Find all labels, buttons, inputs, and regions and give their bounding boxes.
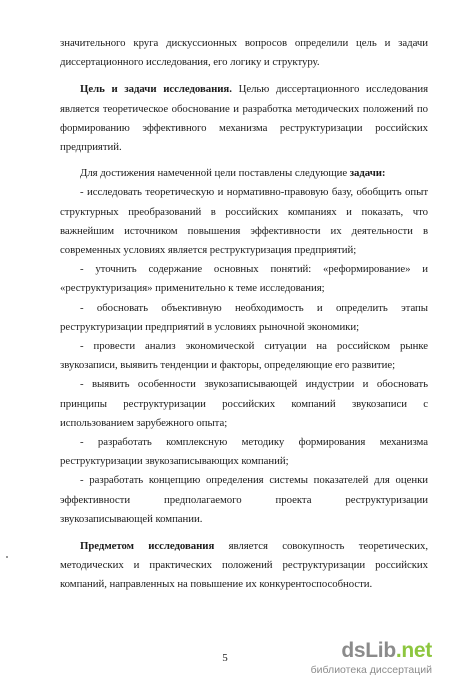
task-item-4: - провести анализ экономической ситуации на российском рынке звукозаписи, выявить тенденции и факторы, определяющие его развитие;: [60, 340, 428, 372]
tasks-intro-text: Для достижения намеченной цели поставлены следующие: [80, 167, 350, 180]
task-item-3: - обосновать объективную необходимость и определить этапы реструктуризации предприятий в условиях рыночной экономики;: [60, 301, 428, 333]
watermark-logo-suffix: .net: [395, 639, 432, 662]
task-item-1: - исследовать теоретическую и нормативно-правовую базу, обобщить опыт структурных преобразований в российских компаниях и показать, что важнейшим источником повышения эффективности их деятельности в современных условиях является реструктуризация предприятий;: [60, 186, 428, 257]
task-item-2: - уточнить содержание основных понятий: «реформирование» и «реструктуризация» применительно к теме исследования;: [60, 263, 428, 295]
subject-paragraph: [60, 537, 428, 595]
subject-text: является совокупность теоретических, методических и практических положений реструктуризации российских компаний, направленных на повышение их конкурентоспособности.: [60, 540, 428, 591]
watermark-logo: [262, 640, 432, 662]
intro-paragraph: значительного круга дискуссионных вопросов определили цель и задачи диссертационного исследования, его логику и структуру.: [60, 37, 428, 69]
watermark-subtitle: библиотека диссертаций: [310, 664, 432, 676]
watermark-logo-main: dsLib: [341, 639, 396, 662]
watermark[interactable]: [262, 640, 432, 677]
task-item-6: - разработать комплексную методику формирования механизма реструктуризации звукозаписывающих компаний;: [60, 436, 428, 468]
goal-text: Целью диссертационного исследования является теоретическое обоснование и разработка методических положений по формированию эффективного механизма реструктуризации российских предприятий.: [60, 83, 428, 154]
goal-paragraph: [60, 80, 428, 157]
subject-heading: Предметом исследования: [80, 540, 215, 553]
scan-speck: [6, 556, 8, 558]
task-item-5: - выявить особенности звукозаписывающей индустрии и обосновать принципы реструктуризации российских компаний звукозаписи с использованием зарубежного опыта;: [60, 378, 428, 429]
tasks-word: задачи:: [349, 167, 386, 180]
document-body: [60, 34, 428, 595]
task-item-7: - разработать концепцию определения системы показателей для оценки эффективности предполагаемого проекта реструктуризации звукозаписывающей компании.: [60, 474, 428, 525]
tasks-intro-paragraph: [60, 164, 428, 183]
goal-heading: Цель и задачи исследования.: [80, 83, 232, 96]
page-number: 5: [222, 652, 228, 664]
